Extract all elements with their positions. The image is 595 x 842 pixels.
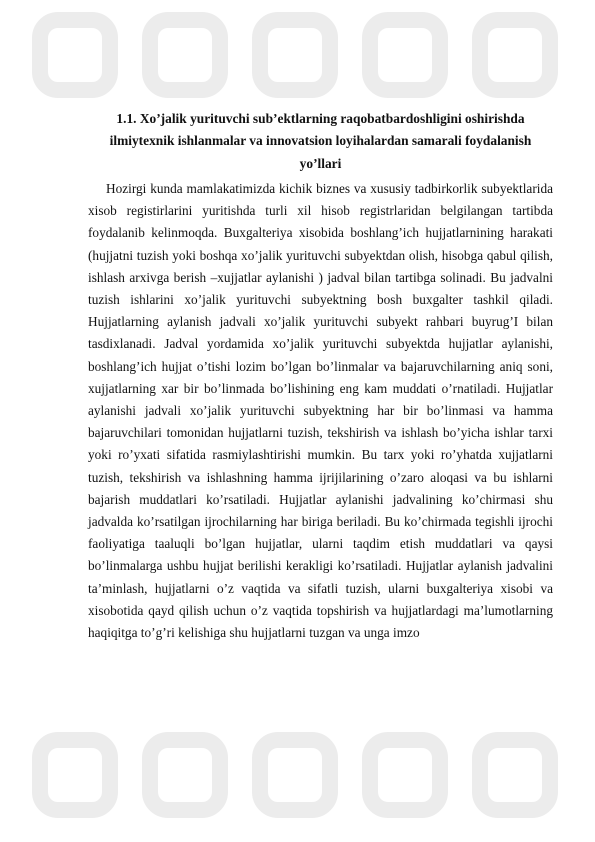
section-title: 1.1. Xo’jalik yurituvchi sub’ektlarning raqobatbardoshligini oshirishda ilmiytexnik ishlanmalar va innovatsion loyihalardan samarali foydalanish yo’llari bbox=[109, 111, 532, 171]
document-page bbox=[88, 108, 553, 644]
body-paragraph: Hozirgi kunda mamlakatimizda kichik biznes va xususiy tadbirkorlik subyektlarida xisob registirlarini yuritishda turli xil hisob registrlaridan belgilangan tartibda foydalanib kelinmoqda. Buxgalteriya xisobida boshlang’ich hujjatlarnining harakati (hujjatni tuzish yoki boshqa xo’jalik yurituvchi subyektdan olish, hisobga qabul qilish, ishlash arxivga berish –xujjatlar aylanishi ) jadval bilan tartibga solinadi. Bu jadvalni tuzish ishlarini xo’jalik yurituvchi subyektning bosh buxgalter tashkil qiladi. Hujjatlarning aylanish jadvali xo’jalik yurituvchi subyekt rahbari buyrug’I bilan tasdixlanadi. Jadval yordamida xo’jalik yurituvchi subyektda hujjatlar aylanishi, boshlang’ich hujjat o’tishi lozim bo’lgan bo’linmalar va bajaruvchilarning aniq soni, xujjatlarning xar bir bo’linmada bo’lishining eng kam muddati o’rnatiladi. Hujjatlar aylanishi jadvali xo’jalik yurituvchi subyektning har bir bo’linmasi va hamma bajaruvchilari tomonidan hujjatlarni tuzish, tekshirish va ishlash bo’yicha ishlar tarxi yoki ro’yxati sifatida rasmiylashtirishi mumkin. Bu tarx yoki ro’yhatda xujjatlarni tuzish, tekshirish va ishlashning hamma ijrijilarining o’zaro aloqasi va bu ishlarni bajarish muddatlari ko’rsatiladi. Hujjatlar aylanishi jadvalining ko’chirmasi shu jadvalda ko’rsatilgan ijrochilarning har biriga beriladi. Bu ko’chirmada tegishli ijrochi faoliyatiga taaluqli bo’lgan hujjatlar, ularni taqdim etish muddatlari va qaysi bo’linmalarga ushbu hujjat berilishi kerakligi ko’rsatiladi. Hujjatlar aylanish jadvalini ta’minlash, hujjatlarni o’z vaqtida va sifatli tuzish, ularni buxgalteriya xisobi va xisobotida qayd qilish uchun o’z vaqtida topshirish va hujjatlardagi ma’lumotlarning haqiqitga to’g’ri kelishiga shu hujjatlarni tuzgan va unga imzo bbox=[88, 180, 553, 640]
